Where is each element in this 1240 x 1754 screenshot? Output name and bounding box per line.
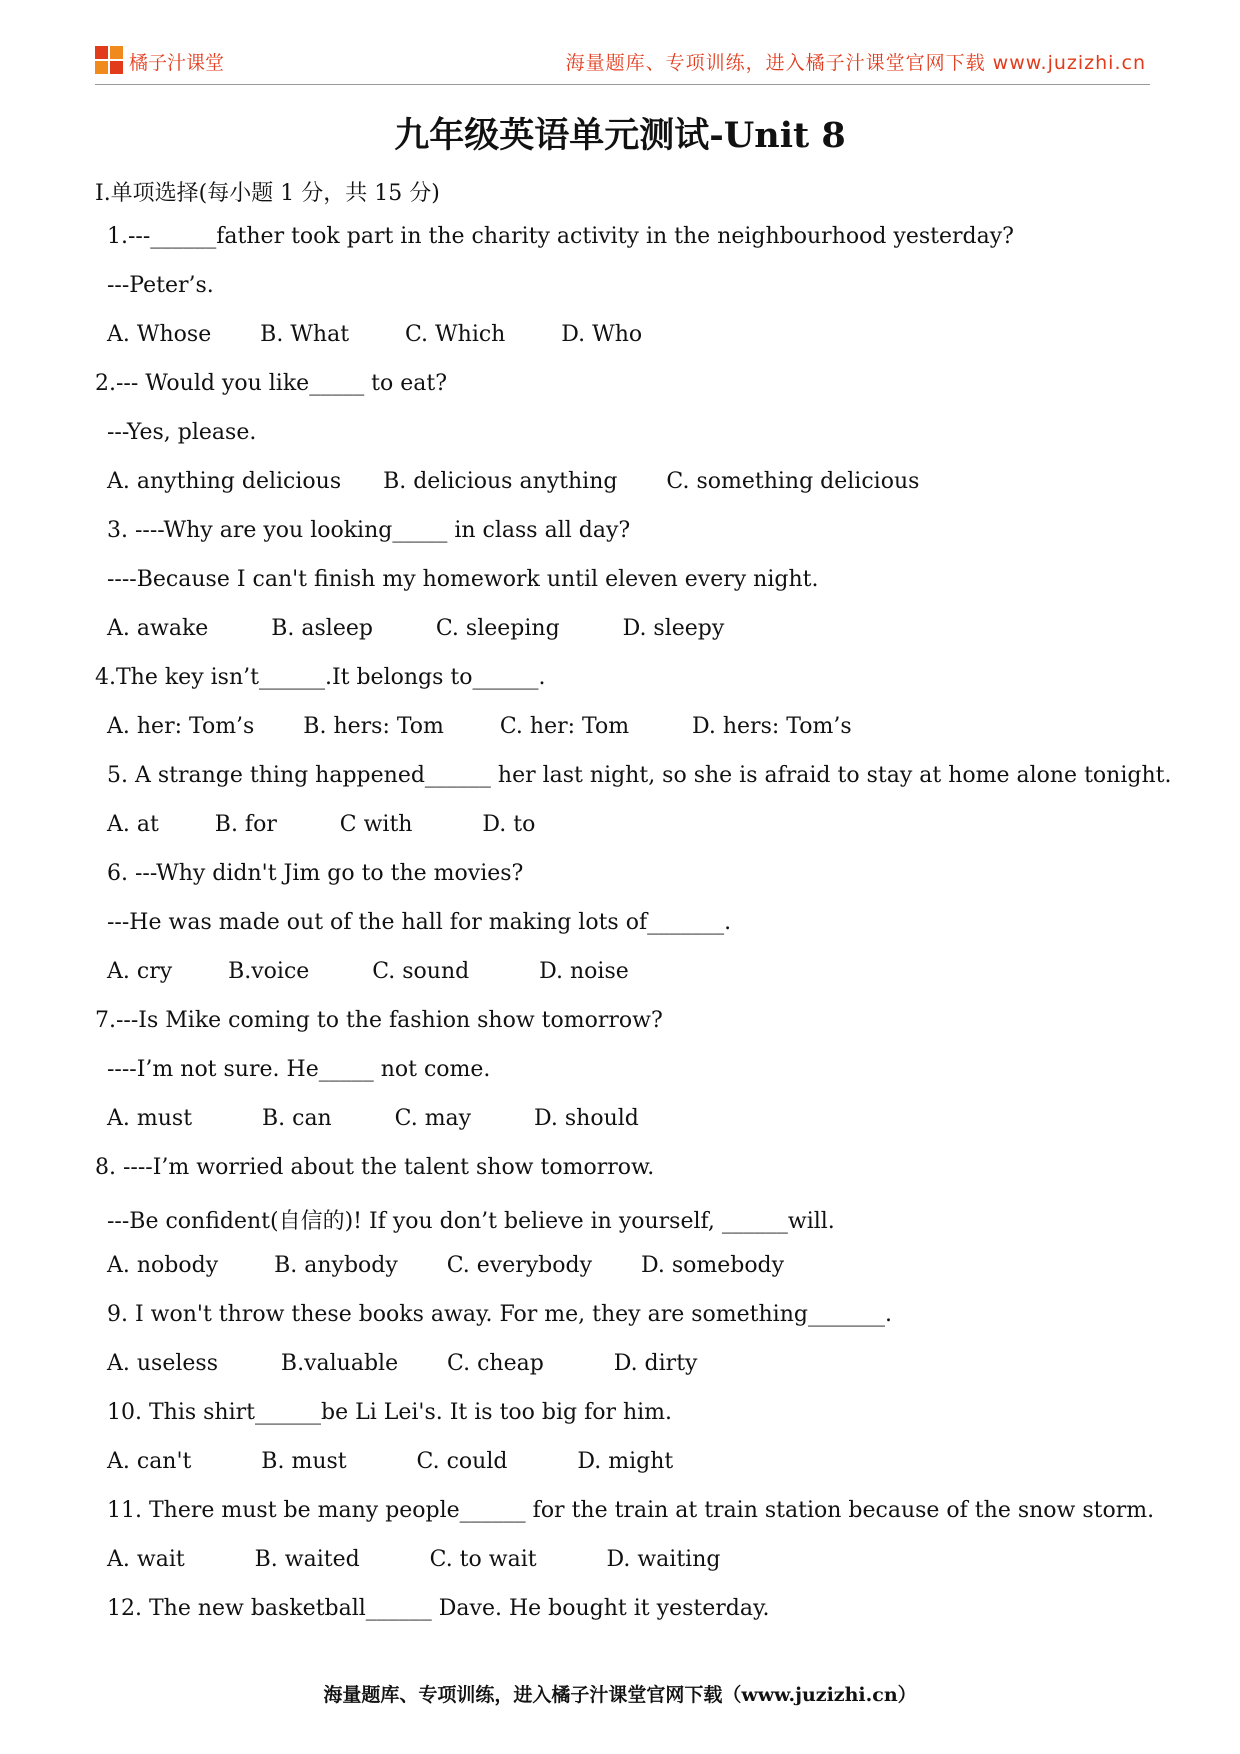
question-line: 6. ---Why didn't Jim go to the movies?	[107, 861, 524, 886]
question-line: 7.---Is Mike coming to the fashion show tomorrow?	[95, 1008, 663, 1033]
options-line: A. anything delicious B. delicious anything C. something delicious	[107, 469, 920, 494]
answer-line: ---He was made out of the hall for making lots of_______.	[107, 910, 732, 935]
options-line: A. cry B.voice C. sound D. noise	[107, 959, 629, 984]
options-line: A. awake B. asleep C. sleeping D. sleepy	[107, 616, 725, 641]
section-heading: I.单项选择(每小题 1 分，共 15 分)	[95, 181, 440, 206]
question-line: 4.The key isn’t______.It belongs to______.	[95, 665, 546, 690]
question-line: 12. The new basketball______ Dave. He bought it yesterday.	[107, 1596, 770, 1621]
header-slogan: 海量题库、专项训练，进入橘子汁课堂官网下载 www.juzizhi.cn	[565, 52, 1146, 74]
answer-line: ----Because I can't finish my homework until eleven every night.	[107, 567, 819, 592]
answer-line: ----I’m not sure. He_____ not come.	[107, 1057, 491, 1082]
answer-line: ---Yes, please.	[107, 420, 257, 445]
logo	[95, 46, 224, 76]
page-header	[95, 40, 1150, 85]
question-line: 8. ----I’m worried about the talent show tomorrow.	[95, 1155, 655, 1180]
logo-icon	[95, 46, 125, 76]
question-line: 10. This shirt______be Li Lei's. It is too big for him.	[107, 1400, 673, 1425]
options-line: A. Whose B. What C. Which D. Who	[107, 322, 643, 347]
options-line: A. wait B. waited C. to wait D. waiting	[107, 1547, 721, 1572]
question-line: 3. ----Why are you looking_____ in class all day?	[107, 518, 631, 543]
options-line: A. nobody B. anybody C. everybody D. somebody	[107, 1253, 785, 1278]
question-line: 2.--- Would you like_____ to eat?	[95, 371, 448, 396]
page-footer: 海量题库、专项训练，进入橘子汁课堂官网下载（www.juzizhi.cn）	[323, 1684, 917, 1706]
page-title: 九年级英语单元测试-Unit 8	[394, 115, 846, 156]
options-line: A. her: Tom’s B. hers: Tom C. her: Tom D. hers: Tom’s	[107, 714, 852, 739]
question-line: 9. I won't throw these books away. For me, they are something_______.	[107, 1302, 892, 1327]
question-line: 1.---______father took part in the charity activity in the neighbourhood yesterday?	[107, 224, 1014, 249]
options-line: A. at B. for C with D. to	[107, 812, 536, 837]
question-line: 5. A strange thing happened______ her last night, so she is afraid to stay at home alone tonight.	[107, 763, 1172, 788]
options-line: A. must B. can C. may D. should	[107, 1106, 639, 1131]
answer-line: ---Be confident(自信的)! If you don’t believe in yourself, ______will.	[107, 1209, 835, 1234]
logo-text: 橘子汁课堂	[129, 51, 225, 74]
options-line: A. can't B. must C. could D. might	[107, 1449, 674, 1474]
answer-line: ---Peter’s.	[107, 273, 214, 298]
question-line: 11. There must be many people______ for the train at train station because of the snow storm.	[107, 1498, 1155, 1523]
options-line: A. useless B.valuable C. cheap D. dirty	[107, 1351, 698, 1376]
